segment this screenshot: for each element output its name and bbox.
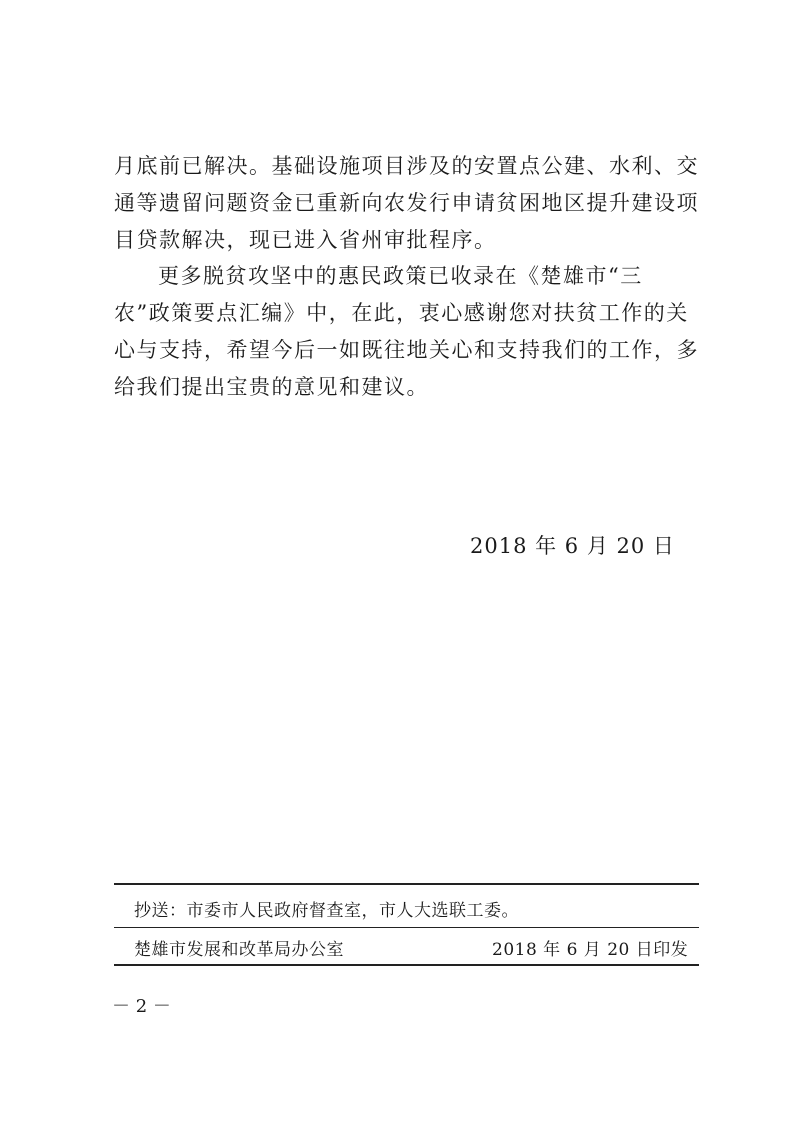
cc-line: 抄送：市委市人民政府督查室，市人大选联工委。 (134, 901, 519, 921)
signature-date: 2018 年 6 月 20 日 (470, 534, 675, 558)
issuer-office: 楚雄市发展和改革局办公室 (134, 940, 344, 960)
body-paragraph-1: 月底前已解决。基础设施项目涉及的安置点公建、水利、交通等遗留问题资金已重新向农发行申请贫困地区提升建设项目贷款解决，现已进入省州审批程序。 (114, 154, 699, 252)
footer-middle-rule (114, 927, 699, 928)
footer-top-rule (114, 883, 699, 885)
footer-bottom-rule (114, 964, 699, 966)
issue-date: 2018 年 6 月 20 日印发 (492, 940, 689, 960)
page-number: － 2 － (112, 996, 171, 1017)
body-paragraph-2: 更多脱贫攻坚中的惠民政策已收录在《楚雄市“三农”政策要点汇编》中，在此，衷心感谢您对扶贫工作的关心与支持，希望今后一如既往地关心和支持我们的工作，多给我们提出宝贵的意见和建议。 (114, 264, 699, 399)
